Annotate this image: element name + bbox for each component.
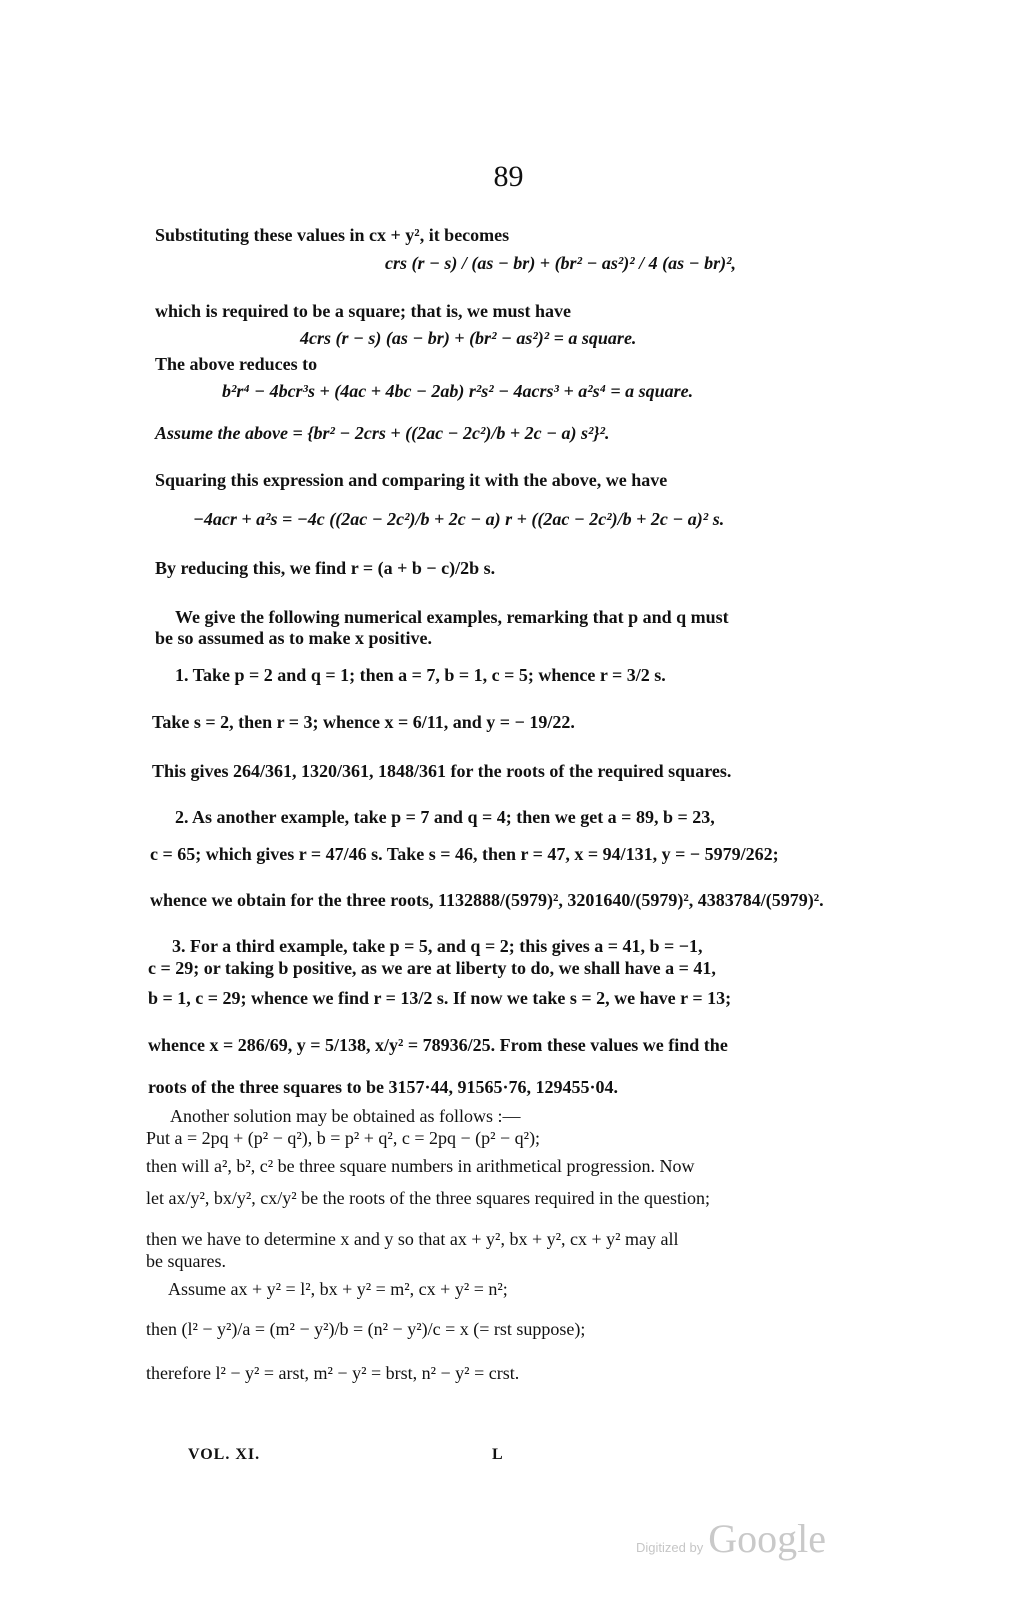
text-line-32: therefore l² − y² = arst, m² − y² = brst, n² − y² = crst. [146,1363,520,1383]
text-line-16: 2. As another example, take p = 7 and q = 4; then we get a = 89, b = 23, [175,807,715,827]
text-line-8: Squaring this expression and comparing it with the above, we have [155,470,668,490]
text-line-25: Put a = 2pq + (p² − q²), b = p² + q², c = 2pq − (p² − q²); [146,1128,541,1148]
text-line-21: b = 1, c = 29; whence we find r = 13/2 s. If now we take s = 2, we have r = 13; [148,988,732,1008]
text-line-15: This gives 264/361, 1320/361, 1848/361 for the roots of the required squares. [152,761,732,781]
text-line-14: Take s = 2, then r = 3; whence x = 6/11, and y = − 19/22. [152,712,575,732]
text-line-12: be so assumed as to make x positive. [155,628,433,648]
text-line-28: then we have to determine x and y so that ax + y², bx + y², cx + y² may all [146,1229,679,1249]
text-line-20: c = 29; or taking b positive, as we are at liberty to do, we shall have a = 41, [148,958,716,978]
volume-footer: VOL. XI. [188,1446,261,1463]
equation-line-6: b²r⁴ − 4bcr³s + (4ac + 4bc − 2ab) r²s² − 4acrs³ + a²s⁴ = a square. [222,381,694,401]
text-line-11: We give the following numerical examples, remarking that p and q must [175,607,729,627]
text-line-23: roots of the three squares to be 3157·44, 91565·76, 129455·04. [148,1077,618,1097]
equation-line-4: 4crs (r − s) (as − br) + (br² − as²)² = a square. [300,328,637,348]
text-line-10: By reducing this, we find r = (a + b − c)/2b s. [155,558,496,578]
text-line-18: whence we obtain for the three roots, 1132888/(5979)², 3201640/(5979)², 4383784/(5979)². [150,890,824,910]
text-line-24: Another solution may be obtained as follows :— [170,1106,521,1126]
digitized-watermark [636,1515,826,1562]
text-line-26: then will a², b², c² be three square numbers in arithmetical progression. Now [146,1156,695,1176]
signature-mark: L [492,1446,504,1463]
equation-line-2: crs (r − s) / (as − br) + (br² − as²)² / 4 (as − br)², [385,253,736,273]
text-line-5: The above reduces to [155,354,318,374]
text-line-22: whence x = 286/69, y = 5/138, x/y² = 78936/25. From these values we find the [148,1035,728,1055]
equation-line-7: Assume the above = {br² − 2crs + ((2ac − 2c²)/b + 2c − a) s²}². [155,423,610,443]
text-line-17: c = 65; which gives r = 47/46 s. Take s = 46, then r = 47, x = 94/131, y = − 5979/262; [150,844,779,864]
text-line-1: Substituting these values in cx + y², it becomes [155,225,510,245]
text-line-13: 1. Take p = 2 and q = 1; then a = 7, b = 1, c = 5; whence r = 3/2 s. [175,665,666,685]
text-line-19: 3. For a third example, take p = 5, and q = 2; this gives a = 41, b = −1, [172,936,703,956]
equation-line-9: −4acr + a²s = −4c ((2ac − 2c²)/b + 2c − a) r + ((2ac − 2c²)/b + 2c − a)² s. [193,509,725,529]
text-line-29: be squares. [146,1251,226,1271]
watermark-prefix: Digitized by [636,1540,704,1555]
text-line-27: let ax/y², bx/y², cx/y² be the roots of the three squares required in the question; [146,1188,711,1208]
google-logo: Google [708,1516,827,1561]
text-line-30: Assume ax + y² = l², bx + y² = m², cx + y² = n²; [168,1279,508,1299]
page-number: 89 [493,160,524,193]
text-line-3: which is required to be a square; that is, we must have [155,301,572,321]
text-line-31: then (l² − y²)/a = (m² − y²)/b = (n² − y²)/c = x (= rst suppose); [146,1319,586,1339]
